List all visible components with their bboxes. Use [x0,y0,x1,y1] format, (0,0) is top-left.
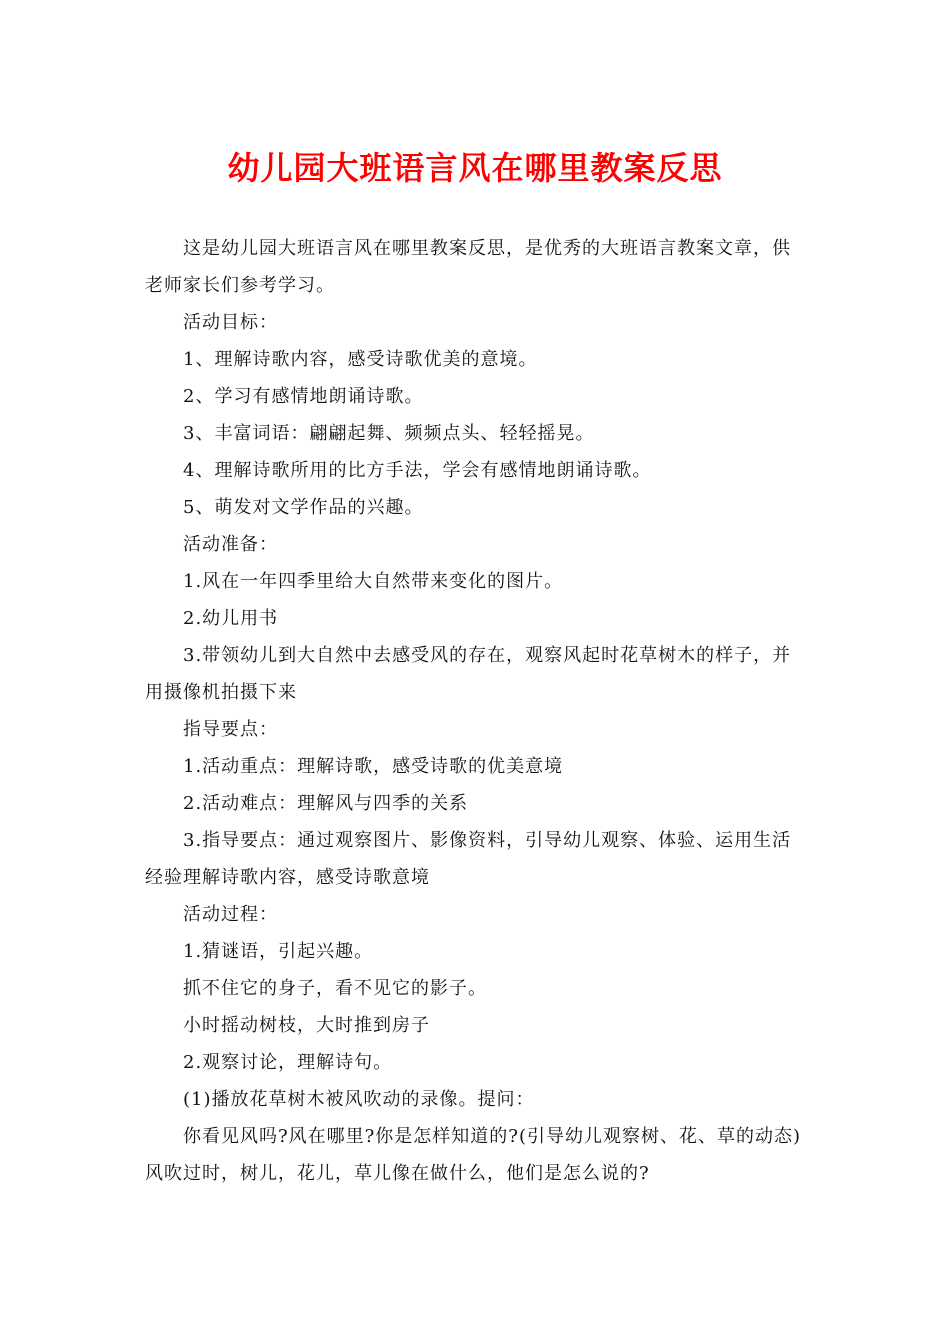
guidance-item: 1.活动重点：理解诗歌，感受诗歌的优美意境 [183,756,564,777]
process-item: 2.观察讨论，理解诗句。 [183,1052,393,1073]
section-heading-guidance: 指导要点： [183,719,278,740]
goal-item: 2、学习有感情地朗诵诗歌。 [183,386,424,407]
process-item: 1.猜谜语，引起兴趣。 [183,941,374,962]
section-heading-goals: 活动目标： [183,312,278,333]
riddle-line: 抓不住它的身子，看不见它的影子。 [183,978,487,999]
riddle-line: 小时摇动树枝，大时推到房子 [183,1015,430,1036]
preparation-item: 2.幼儿用书 [183,608,279,629]
preparation-item: 3.带领幼儿到大自然中去感受风的存在，观察风起时花草树木的样子，并用摄像机拍摄下来 [145,645,792,703]
guidance-item: 3.指导要点：通过观察图片、影像资料，引导幼儿观察、体验、运用生活经验理解诗歌内容，感受诗歌意境 [145,830,792,888]
section-heading-process: 活动过程： [183,904,278,925]
goal-item: 3、丰富词语：翩翩起舞、频频点头、轻轻摇晃。 [183,423,595,444]
section-heading-preparation: 活动准备： [183,534,278,555]
document-body [145,230,805,1192]
process-subitem: (1)播放花草树木被风吹动的录像。提问： [183,1089,535,1110]
guidance-item: 2.活动难点：理解风与四季的关系 [183,793,469,814]
preparation-item: 1.风在一年四季里给大自然带来变化的图片。 [183,571,564,592]
paragraph-intro: 这是幼儿园大班语言风在哪里教案反思，是优秀的大班语言教案文章，供老师家长们参考学习。 [145,238,791,296]
goal-item: 4、理解诗歌所用的比方手法，学会有感情地朗诵诗歌。 [183,460,652,481]
process-question: 你看见风吗?风在哪里?你是怎样知道的?(引导幼儿观察树、花、草的动态)风吹过时，树儿，花儿，草儿像在做什么，他们是怎么说的? [145,1126,801,1184]
page-title: 幼儿园大班语言风在哪里教案反思 [227,149,723,187]
goal-item: 5、萌发对文学作品的兴趣。 [183,497,424,518]
goal-item: 1、理解诗歌内容，感受诗歌优美的意境。 [183,349,538,370]
